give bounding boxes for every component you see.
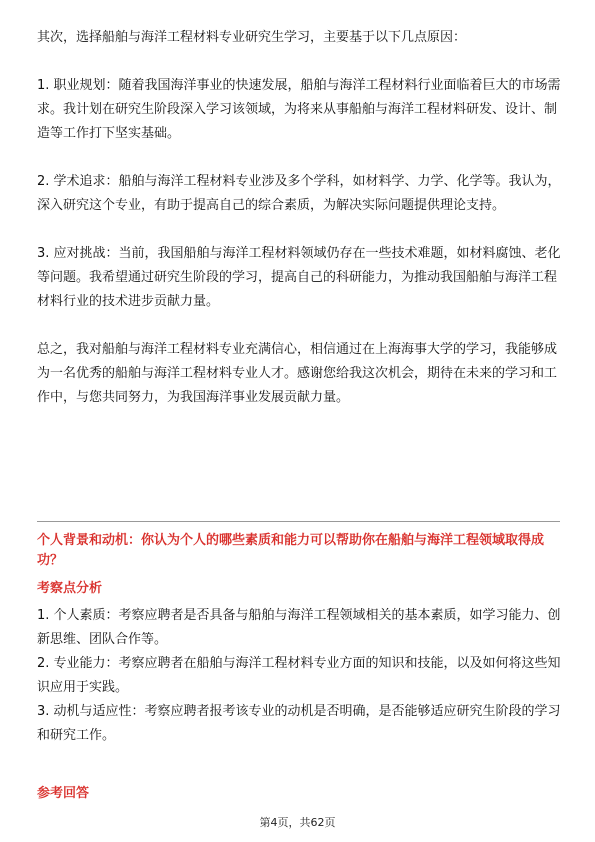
analysis-item-motivation: 3. 动机与适应性：考察应聘者报考该专业的动机是否明确，是否能够适应研究生阶段的学习和研究工作。 (37, 704, 561, 743)
answer-heading: 参考回答 (37, 786, 90, 801)
analysis-item-skills: 2. 专业能力：考察应聘者在船舶与海洋工程材料专业方面的知识和技能，以及如何将这些知识应用于实践。 (37, 656, 561, 695)
analysis-item-qualities: 1. 个人素质：考察应聘者是否具备与船舶与海洋工程领域相关的基本素质，如学习能力、创新思维、团队合作等。 (37, 608, 561, 647)
intro-paragraph: 其次，选择船舶与海洋工程材料专业研究生学习，主要基于以下几点原因： (37, 30, 467, 45)
section-divider (37, 521, 560, 522)
reason-academic: 2. 学术追求：船舶与海洋工程材料专业涉及多个学科，如材料学、力学、化学等。我认为，深入研究这个专业，有助于提高自己的综合素质，为解决实际问题提供理论支持。 (37, 174, 561, 213)
document-body (37, 26, 561, 410)
analysis-list (37, 604, 561, 748)
page-number: 第4页，共62页 (259, 816, 336, 829)
reason-career: 1. 职业规划：随着我国海洋事业的快速发展，船舶与海洋工程材料行业面临着巨大的市场需求。我计划在研究生阶段深入学习该领域，为将来从事船舶与海洋工程材料研发、设计、制造等工作打下坚实基础。 (37, 78, 561, 141)
analysis-heading: 考察点分析 (37, 581, 103, 596)
interview-question: 个人背景和动机：你认为个人的哪些素质和能力可以帮助你在船舶与海洋工程领域取得成功？ (37, 533, 545, 568)
reason-challenge: 3. 应对挑战：当前，我国船舶与海洋工程材料领域仍存在一些技术难题，如材料腐蚀、老化等问题。我希望通过研究生阶段的学习，提高自己的科研能力，为推动我国船舶与海洋工程材料行业的技术进步贡献力量。 (37, 246, 561, 309)
conclusion-paragraph: 总之，我对船舶与海洋工程材料专业充满信心，相信通过在上海海事大学的学习，我能够成为一名优秀的船舶与海洋工程材料专业人才。感谢您给我这次机会，期待在未来的学习和工作中，与您共同努力，为我国海洋事业发展贡献力量。 (37, 342, 558, 405)
